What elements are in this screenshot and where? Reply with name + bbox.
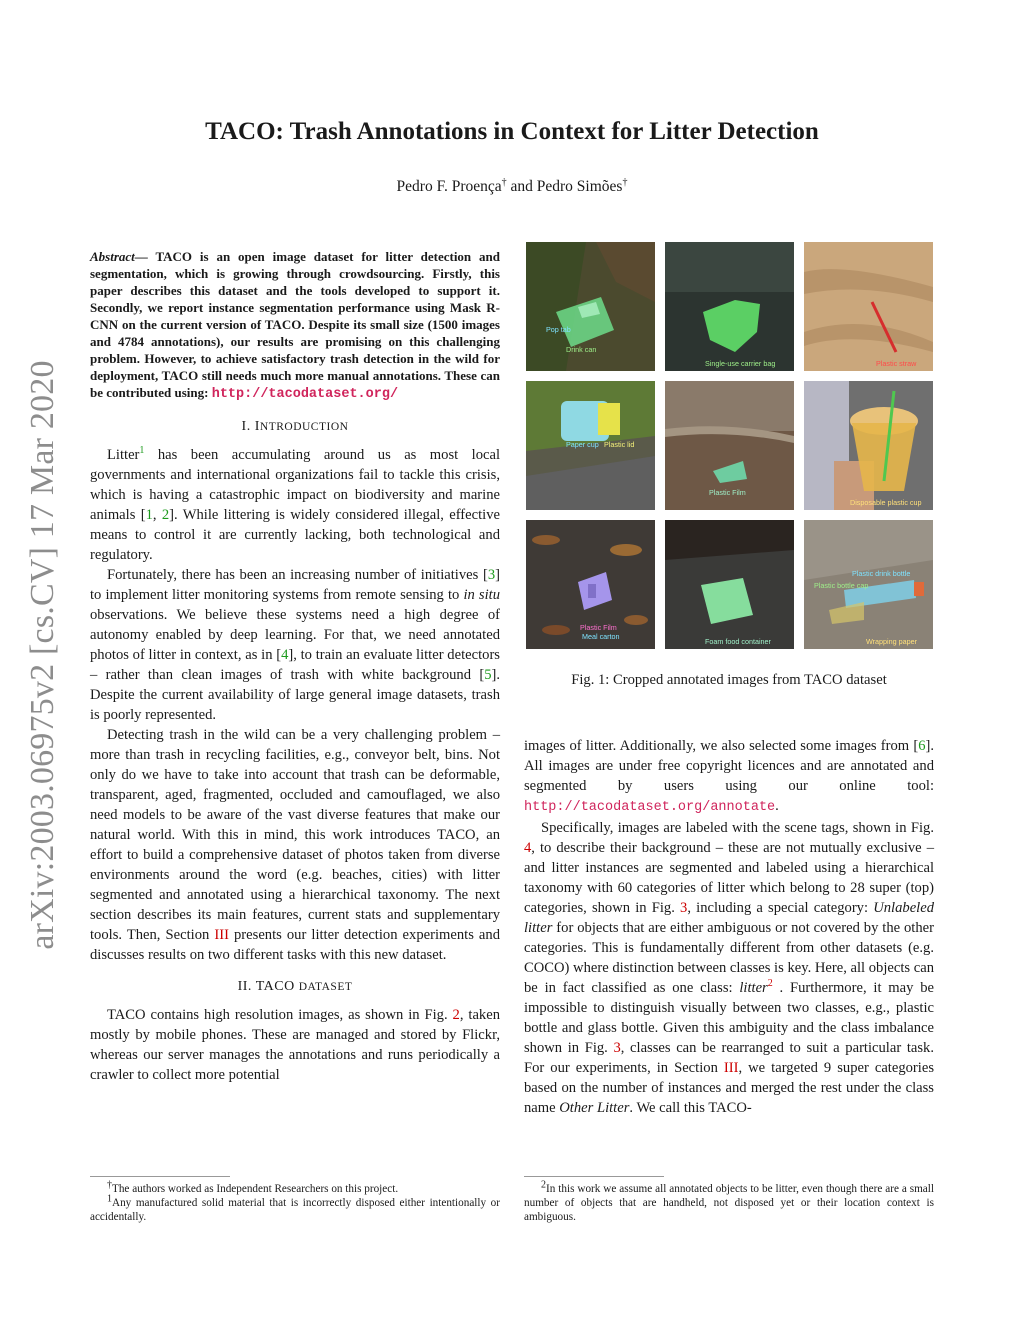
- figure-tile-drink-bottle: [804, 520, 933, 649]
- paragraph: Fortunately, there has been an increasing number of initiatives [3] to implement litter monitoring systems from remote sensing to in situ observations. We believe these systems need a high degree of autonomy enabled by deep learning. For that, we need annotated photos of litter in context, as in [4], to train an evaluate litter detectors – rather than clean images of trash with white background [5]. Despite the current availability of large general image datasets, trash is poorly represented.: [90, 567, 500, 723]
- footnote-mark: 1: [107, 1193, 112, 1205]
- label-wrapping-paper: Wrapping paper: [866, 637, 918, 646]
- dagger-mark: †: [622, 176, 628, 188]
- figure-link[interactable]: 3: [613, 1040, 621, 1056]
- author-2: and Pedro Simões: [506, 178, 623, 195]
- label-meal-carton: Meal carton: [582, 632, 620, 641]
- label-plastic-cup: Disposable plastic cup: [850, 498, 922, 507]
- footnote-2: $^2$In this work we assume all annotated objects to be litter, even though there are a small number of objects that are handheld, not disposed yet or their location context is ambiguous.: [524, 1179, 934, 1223]
- figure-1-grid: [526, 242, 934, 650]
- paragraph: Litter$^1$ has been accumulating around us as most local governments and international organizations fail to tackle this crisis, which is having a catastrophic impact on biodiversity and marine animals [1, 2]. While littering is widely considered illegal, effective means to control it are currently lacking, both technological and regulatory.: [90, 445, 501, 563]
- paragraph: TACO contains high resolution images, as shown in Fig. 2, taken mostly by mobile phones. These are managed and stored by Flickr, whereas our server manages the annotations and runs periodically a crawler to collect more potential: [90, 1007, 501, 1083]
- citation-link[interactable]: 2: [161, 507, 170, 523]
- label-bottle-cap: Plastic bottle cap: [814, 581, 869, 590]
- authors: [0, 178, 1024, 196]
- footnote-mark: †: [107, 1179, 112, 1191]
- figure-tile-paper-cup: [526, 381, 655, 510]
- label-foam-container: Foam food container: [705, 637, 771, 646]
- abstract-text: TACO is an open image dataset for litter detection and segmentation, which is growing through crowdsourcing. Firstly, this paper describes this dataset and the tools developed to support it. Secondly, we report instance segmentation performance using Mask R-CNN on the current version of TACO. Despite its small size (1500 images and 4784 annotations), our results are promising on this challenging problem. However, to achieve satisfactory trash detection in the wild for deployment, TACO still needs much more manual annotations. These can be contributed using:: [90, 249, 500, 400]
- label-paper-cup: Paper cup: [566, 440, 599, 449]
- paper-title: TACO: Trash Annotations in Context for Litter Detection: [205, 118, 819, 145]
- section-title-initial: TACO: [255, 979, 299, 994]
- label-plastic-film: Plastic Film: [709, 488, 746, 497]
- footnote-ref[interactable]: 1: [139, 445, 145, 457]
- label-drink-can: Drink can: [566, 345, 597, 354]
- emphasis: Unlabeled litter: [524, 900, 934, 936]
- footnote-mark: 2: [541, 1179, 546, 1191]
- emphasis: litter: [739, 980, 768, 996]
- label-plastic-film: Plastic Film: [580, 623, 617, 632]
- footnote-dagger: †The authors worked as Independent Researchers on this project.: [107, 1179, 399, 1195]
- label-plastic-lid: Plastic lid: [604, 440, 635, 449]
- citation-link[interactable]: 5: [484, 667, 492, 683]
- label-drink-bottle: Plastic drink bottle: [852, 569, 911, 578]
- citation-link[interactable]: 1: [145, 507, 153, 523]
- author-1: Pedro F. Proença: [396, 178, 502, 195]
- citation-link[interactable]: 6: [918, 738, 926, 754]
- section-title-rest: NTRODUCTION: [259, 421, 349, 433]
- footnotes-right: [524, 1179, 934, 1224]
- emphasis: Other Litter: [559, 1100, 630, 1116]
- label-pop-tab: Pop tab: [546, 325, 571, 334]
- section-title-rest: DATASET: [298, 981, 353, 993]
- dagger-mark: †: [501, 176, 507, 188]
- abstract-label: Abstract: [90, 249, 135, 264]
- left-column: [90, 248, 500, 1085]
- figure-tile-plastic-cup: [804, 381, 933, 510]
- section-link[interactable]: III: [723, 1060, 739, 1076]
- paragraph: Detecting trash in the wild can be a very challenging problem – more than trash in recycling facilities, e.g., conveyor belt, bins. Not only do we have to take into account that trash can be deformable, transparent, aged, fragmented, occluded and camouflaged, we also need models to be aware of the vast diverse features that make our natural world. With this in mind, this work introduces TACO, an effort to build a comprehensive dataset of photos taken from diverse environments around the word (e.g. beaches, cities) with litter segmented and annotated using a hierarchical taxonomy. The next section describes its main features, current stats and supplementary tools. Then, Section III presents our litter detection experiments and discusses results on two different tasks with this new dataset.: [90, 727, 501, 963]
- footnote-rule: [90, 1176, 230, 1177]
- section-title-initial: I: [254, 419, 260, 434]
- abstract-dash: —: [134, 249, 156, 264]
- label-straw: Plastic straw: [876, 359, 917, 368]
- emphasis: in situ: [463, 587, 500, 603]
- figure-link[interactable]: 3: [680, 900, 688, 916]
- section-heading-taco-dataset: [90, 977, 500, 997]
- paragraph: Specifically, images are labeled with the scene tags, shown in Fig. 4, to describe their background – these are not mutually exclusive – and litter instances are segmented and labeled using a hierarchical taxonomy with 60 categories of litter which belong to 28 super (top) categories, shown in Fig. 3, including a special category: Unlabeled litter for objects that are either ambiguous or not covered by the other categories. This is fundamentally different from other datasets (e.g. COCO) where distinction between classes is key. Here, all objects can be in fact classified as one class: litter$^2$ . Furthermore, it may be impossible to distinguish visually between two classes, e.g., plastic bottle and glass bottle. Given this ambiguity and the class imbalance shown in Fig. 3, classes can be rearranged to suit a particular task. For our experiments, in Section III, we targeted 9 super categories based on the number of instances and merged the rest under the class name Other Litter. We call this TACO-: [524, 820, 935, 1116]
- figure-link[interactable]: 2: [452, 1007, 460, 1023]
- section-link[interactable]: III: [214, 927, 229, 943]
- arxiv-id: arXiv:2003.06975v2 [cs.CV] 17 Mar 2020: [24, 360, 61, 950]
- paragraph: images of litter. Additionally, we also selected some images from [6]. All images are under free copyright licences and are annotated and segmented by users using our online tool: http://tacodataset.org/annotate.: [524, 738, 934, 815]
- figure-caption: Fig. 1: Cropped annotated images from TACO dataset: [571, 672, 887, 688]
- footnote-rule: [524, 1176, 664, 1177]
- dataset-link[interactable]: http://tacodataset.org/: [211, 387, 399, 402]
- figure-tile-meal-carton: [526, 520, 655, 649]
- section-number: II.: [237, 979, 256, 994]
- footnote-1: $^1$Any manufactured solid material that is incorrectly disposed either intentionally or accidentally.: [90, 1193, 500, 1223]
- section-heading-introduction: [90, 417, 500, 437]
- footnote-ref[interactable]: 2: [767, 978, 773, 990]
- figure-tile-foam-container: [665, 520, 794, 649]
- figure-link[interactable]: 4: [524, 840, 532, 856]
- right-column: [524, 736, 934, 1118]
- section-number: I.: [241, 419, 255, 434]
- citation-link[interactable]: 4: [281, 647, 289, 663]
- abstract: [90, 248, 500, 403]
- figure-tile-plastic-film: [665, 381, 794, 510]
- footnotes-left: [90, 1179, 500, 1224]
- arxiv-stamp: [22, 345, 64, 965]
- figure-tile-drink-can: [526, 242, 655, 371]
- figure-tile-straw: [804, 242, 933, 371]
- label-carrier-bag: Single-use carrier bag: [705, 359, 776, 368]
- annotate-link[interactable]: http://tacodataset.org/annotate: [524, 800, 776, 815]
- citation-link[interactable]: 3: [487, 567, 496, 583]
- figure-tile-carrier-bag: [665, 242, 794, 371]
